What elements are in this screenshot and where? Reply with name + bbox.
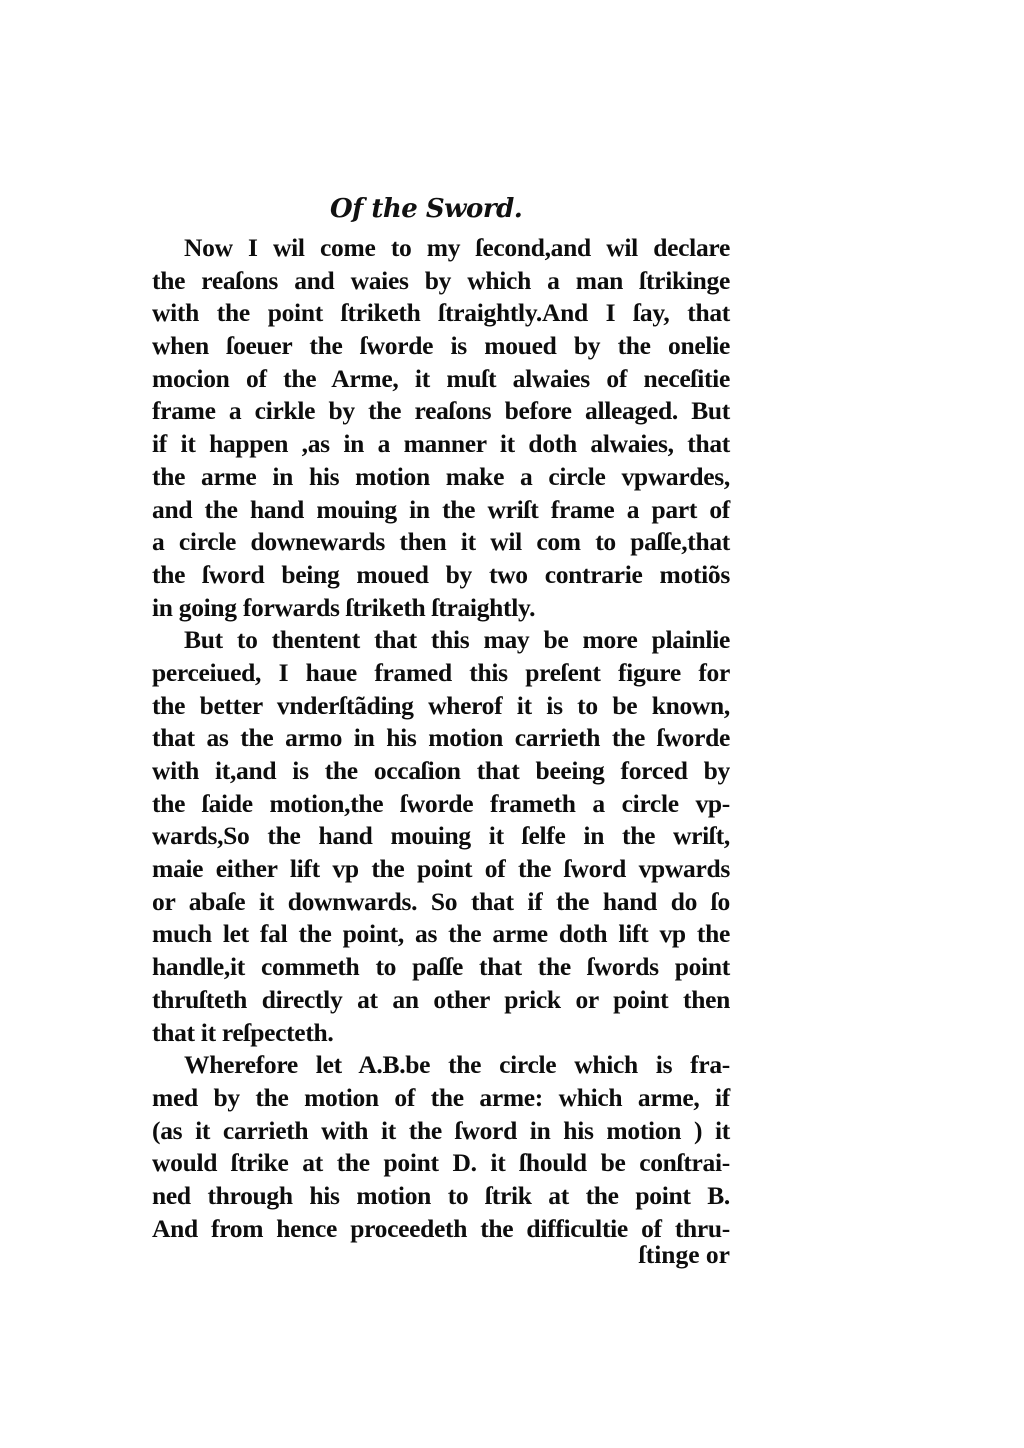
text-line: But to thentent that this may be more plainlie	[184, 625, 730, 655]
text-line: the ſword being moued by two contrarie motiõs	[152, 559, 730, 589]
body-text	[152, 232, 730, 1245]
text-line: the reaſons and waies by which a man ſtrikinge	[152, 265, 730, 295]
text-line: wards,So the hand mouing it ſelfe in the wriſt,	[152, 821, 730, 851]
text-line: and the hand mouing in the wriſt frame a part of	[152, 494, 730, 524]
text-line: maie either lift vp the point of the ſword vpwards	[152, 854, 730, 884]
text-line: or abaſe it downwards. So that if the hand do ſo	[152, 886, 730, 916]
text-line: handle,it commeth to paſſe that the ſwords point	[152, 952, 730, 982]
text-line: thruſteth directly at an other prick or point then	[152, 984, 730, 1014]
text-line: Now I wil come to my ſecond,and wil declare	[184, 233, 730, 262]
text-line: with it,and is the occaſion that beeing forced by	[152, 756, 730, 785]
text-line: in going forwards ſtriketh ſtraightly.	[152, 592, 536, 622]
text-line: that it reſpecteth.	[152, 1017, 334, 1047]
text-line: ned through his motion to ſtrik at the point B.	[152, 1180, 730, 1210]
text-line: frame a cirkle by the reaſons before alleaged. But	[152, 396, 730, 426]
text-line: when ſoeuer the ſworde is moued by the onelie	[152, 331, 730, 361]
text-line: (as it carrieth with it the ſword in his motion ) it	[152, 1115, 730, 1145]
text-line: Wherefore let A.B.be the circle which is fra-	[184, 1050, 730, 1080]
text-line: with the point ſtriketh ſtraightly.And I ſay, that	[152, 298, 730, 328]
text-line: a circle downewards then it wil com to paſſe,that	[152, 527, 730, 557]
text-line: mocion of the Arme, it muſt alwaies of neceſitie	[152, 363, 730, 393]
running-head: Of the Sword.	[330, 194, 523, 224]
text-line: med by the motion of the arme: which arme, if	[152, 1082, 730, 1112]
text-line: the arme in his motion make a circle vpwardes,	[152, 461, 730, 491]
text-line: if it happen ,as in a manner it doth alwaies, that	[152, 429, 730, 459]
text-line: much let fal the point, as the arme doth lift vp the	[152, 919, 730, 949]
text-line: perceiued, I haue framed this preſent figure for	[152, 657, 730, 687]
text-line: would ſtrike at the point D. it ſhould be conſtrai-	[152, 1148, 730, 1178]
text-line: the ſaide motion,the ſworde frameth a circle vp-	[152, 788, 730, 818]
text-line: And from hence proceedeth the difficultie of thru-	[152, 1213, 730, 1243]
text-line: the better vnderſtãding wherof it is to be known,	[152, 690, 730, 720]
text-line: that as the armo in his motion carrieth the ſworde	[152, 723, 730, 753]
catchword: ſtinge or	[638, 1240, 730, 1269]
